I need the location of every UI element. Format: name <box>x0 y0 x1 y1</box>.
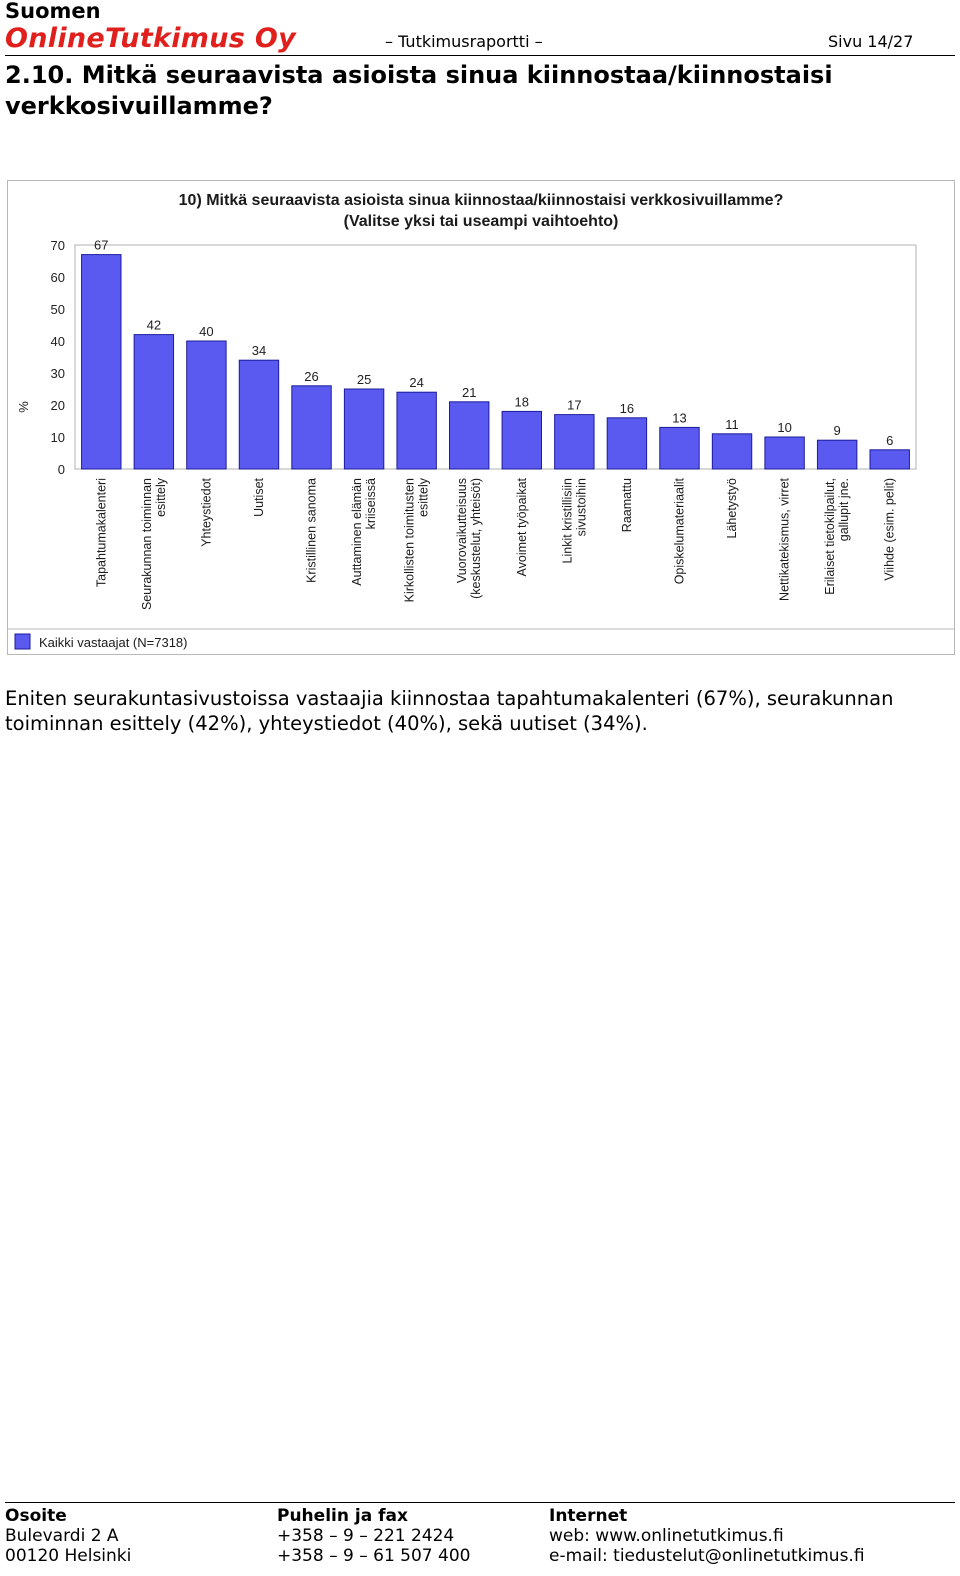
footer-address <box>5 1506 131 1566</box>
bar-value-label: 11 <box>725 416 739 432</box>
bar-value-label: 24 <box>409 375 424 391</box>
company-logo-text: OnlineTutkimus Oy <box>5 23 296 54</box>
footer-internet-heading: Internet <box>549 1506 628 1526</box>
bar-value-label: 25 <box>356 372 372 387</box>
x-tick-label: Kirkollisten toimitustenesittely <box>402 478 431 603</box>
y-tick-label: 50 <box>50 302 65 317</box>
bar <box>450 402 489 469</box>
report-label: – Tutkimusraportti – <box>385 32 543 51</box>
bar <box>817 440 856 469</box>
x-tick-label: Raamattu <box>619 478 634 533</box>
bar-value-label: 17 <box>567 397 582 413</box>
bar-value-label: 18 <box>514 394 530 410</box>
footer-address-heading: Osoite <box>5 1506 67 1526</box>
bar <box>607 418 646 469</box>
footer-address-line1: Bulevardi 2 A <box>5 1526 119 1546</box>
bar <box>870 450 909 469</box>
bar-value-label: 6 <box>886 432 894 448</box>
bar-value-label: 34 <box>251 343 267 359</box>
bar-value-label: 16 <box>619 400 635 416</box>
x-tick-label: Avoimet työpaikat <box>514 478 529 577</box>
company-name-top: Suomen <box>5 0 101 23</box>
x-tick-label: Viihde (esim. pelit) <box>882 478 897 581</box>
footer-address-line2: 00120 Helsinki <box>5 1546 132 1566</box>
bar <box>82 255 121 469</box>
y-tick-label: 40 <box>50 334 65 349</box>
footer-divider <box>5 1502 955 1503</box>
chart-frame <box>7 180 955 655</box>
bar-value-label: 67 <box>94 237 109 253</box>
bar <box>134 335 173 469</box>
bar <box>555 415 594 469</box>
summary-text: Eniten seurakuntasivustoissa vastaajia kiinnostaa tapahtumakalenteri (67%), seurakunnan toiminnan esittely (42%), yhteystiedot (40%), sekä uutiset (34%). <box>5 687 894 735</box>
y-tick-label: 70 <box>50 238 65 253</box>
y-tick-label: 60 <box>50 270 65 285</box>
x-tick-label: Erilaiset tietokilpailut,gallupit jne. <box>823 478 852 595</box>
x-tick-label: Linkit kristillisiinsivustoihin <box>560 478 589 564</box>
x-tick-label: Seurakunnan toiminnanesittely <box>139 478 168 611</box>
footer-internet <box>549 1506 865 1566</box>
bar <box>187 341 226 469</box>
chart-subtitle: (Valitse yksi tai useampi vaihtoehto) <box>343 213 619 230</box>
chart-title: 10) Mitkä seuraavista asioista sinua kiinnostaa/kiinnostaisi verkkosivuillamme? <box>178 192 784 209</box>
header-divider <box>5 55 955 56</box>
legend-label: Kaikki vastaajat (N=7318) <box>39 635 188 650</box>
y-tick-label: 20 <box>50 398 65 413</box>
bar-value-label: 13 <box>672 410 687 426</box>
x-tick-label: Opiskelumateriaalit <box>672 478 687 585</box>
y-tick-label: 30 <box>50 366 65 381</box>
bar <box>239 360 278 469</box>
x-tick-label: Nettikatekismus, virret <box>777 478 792 601</box>
x-tick-label: Yhteystiedot <box>199 478 214 547</box>
footer-web: web: www.onlinetutkimus.fi <box>549 1526 784 1546</box>
y-tick-label: 10 <box>50 430 65 445</box>
bar-chart <box>8 181 954 654</box>
x-tick-label: Auttaminen elämänkriiseissä <box>350 478 379 586</box>
footer-phone <box>277 1506 470 1566</box>
bar <box>712 434 751 469</box>
bar <box>397 392 436 469</box>
bar <box>765 437 804 469</box>
y-axis-label: % <box>16 401 31 413</box>
bar <box>292 386 331 469</box>
footer-email: e-mail: tiedustelut@onlinetutkimus.fi <box>549 1546 865 1566</box>
bar <box>344 389 383 469</box>
section-title: 2.10. Mitkä seuraavista asioista sinua kiinnostaa/kiinnostaisi verkkosivuillamme? <box>5 61 833 120</box>
bar <box>660 427 699 469</box>
page-number: Sivu 14/27 <box>828 32 914 51</box>
x-tick-label: Uutiset <box>251 478 266 517</box>
footer-phone-line1: +358 – 9 – 221 2424 <box>277 1526 455 1546</box>
bar-value-label: 40 <box>199 324 214 339</box>
bar-value-label: 26 <box>304 368 319 384</box>
x-tick-label: Kristillinen sanoma <box>304 478 319 583</box>
bar-value-label: 9 <box>833 423 841 439</box>
x-tick-label: Tapahtumakalenteri <box>94 478 109 588</box>
y-tick-label: 0 <box>57 462 65 477</box>
x-tick-label: Lähetystyö <box>725 478 740 539</box>
bar-value-label: 42 <box>146 317 162 333</box>
bar-value-label: 21 <box>461 384 477 400</box>
legend-swatch <box>15 634 30 649</box>
footer-phone-line2: +358 – 9 – 61 507 400 <box>277 1546 471 1566</box>
x-tick-label: Vuorovaikutteisuus(keskustelut, yhteisöt) <box>455 478 484 599</box>
bar <box>502 411 541 469</box>
bar-value-label: 10 <box>777 420 792 435</box>
footer-phone-heading: Puhelin ja fax <box>277 1506 408 1526</box>
